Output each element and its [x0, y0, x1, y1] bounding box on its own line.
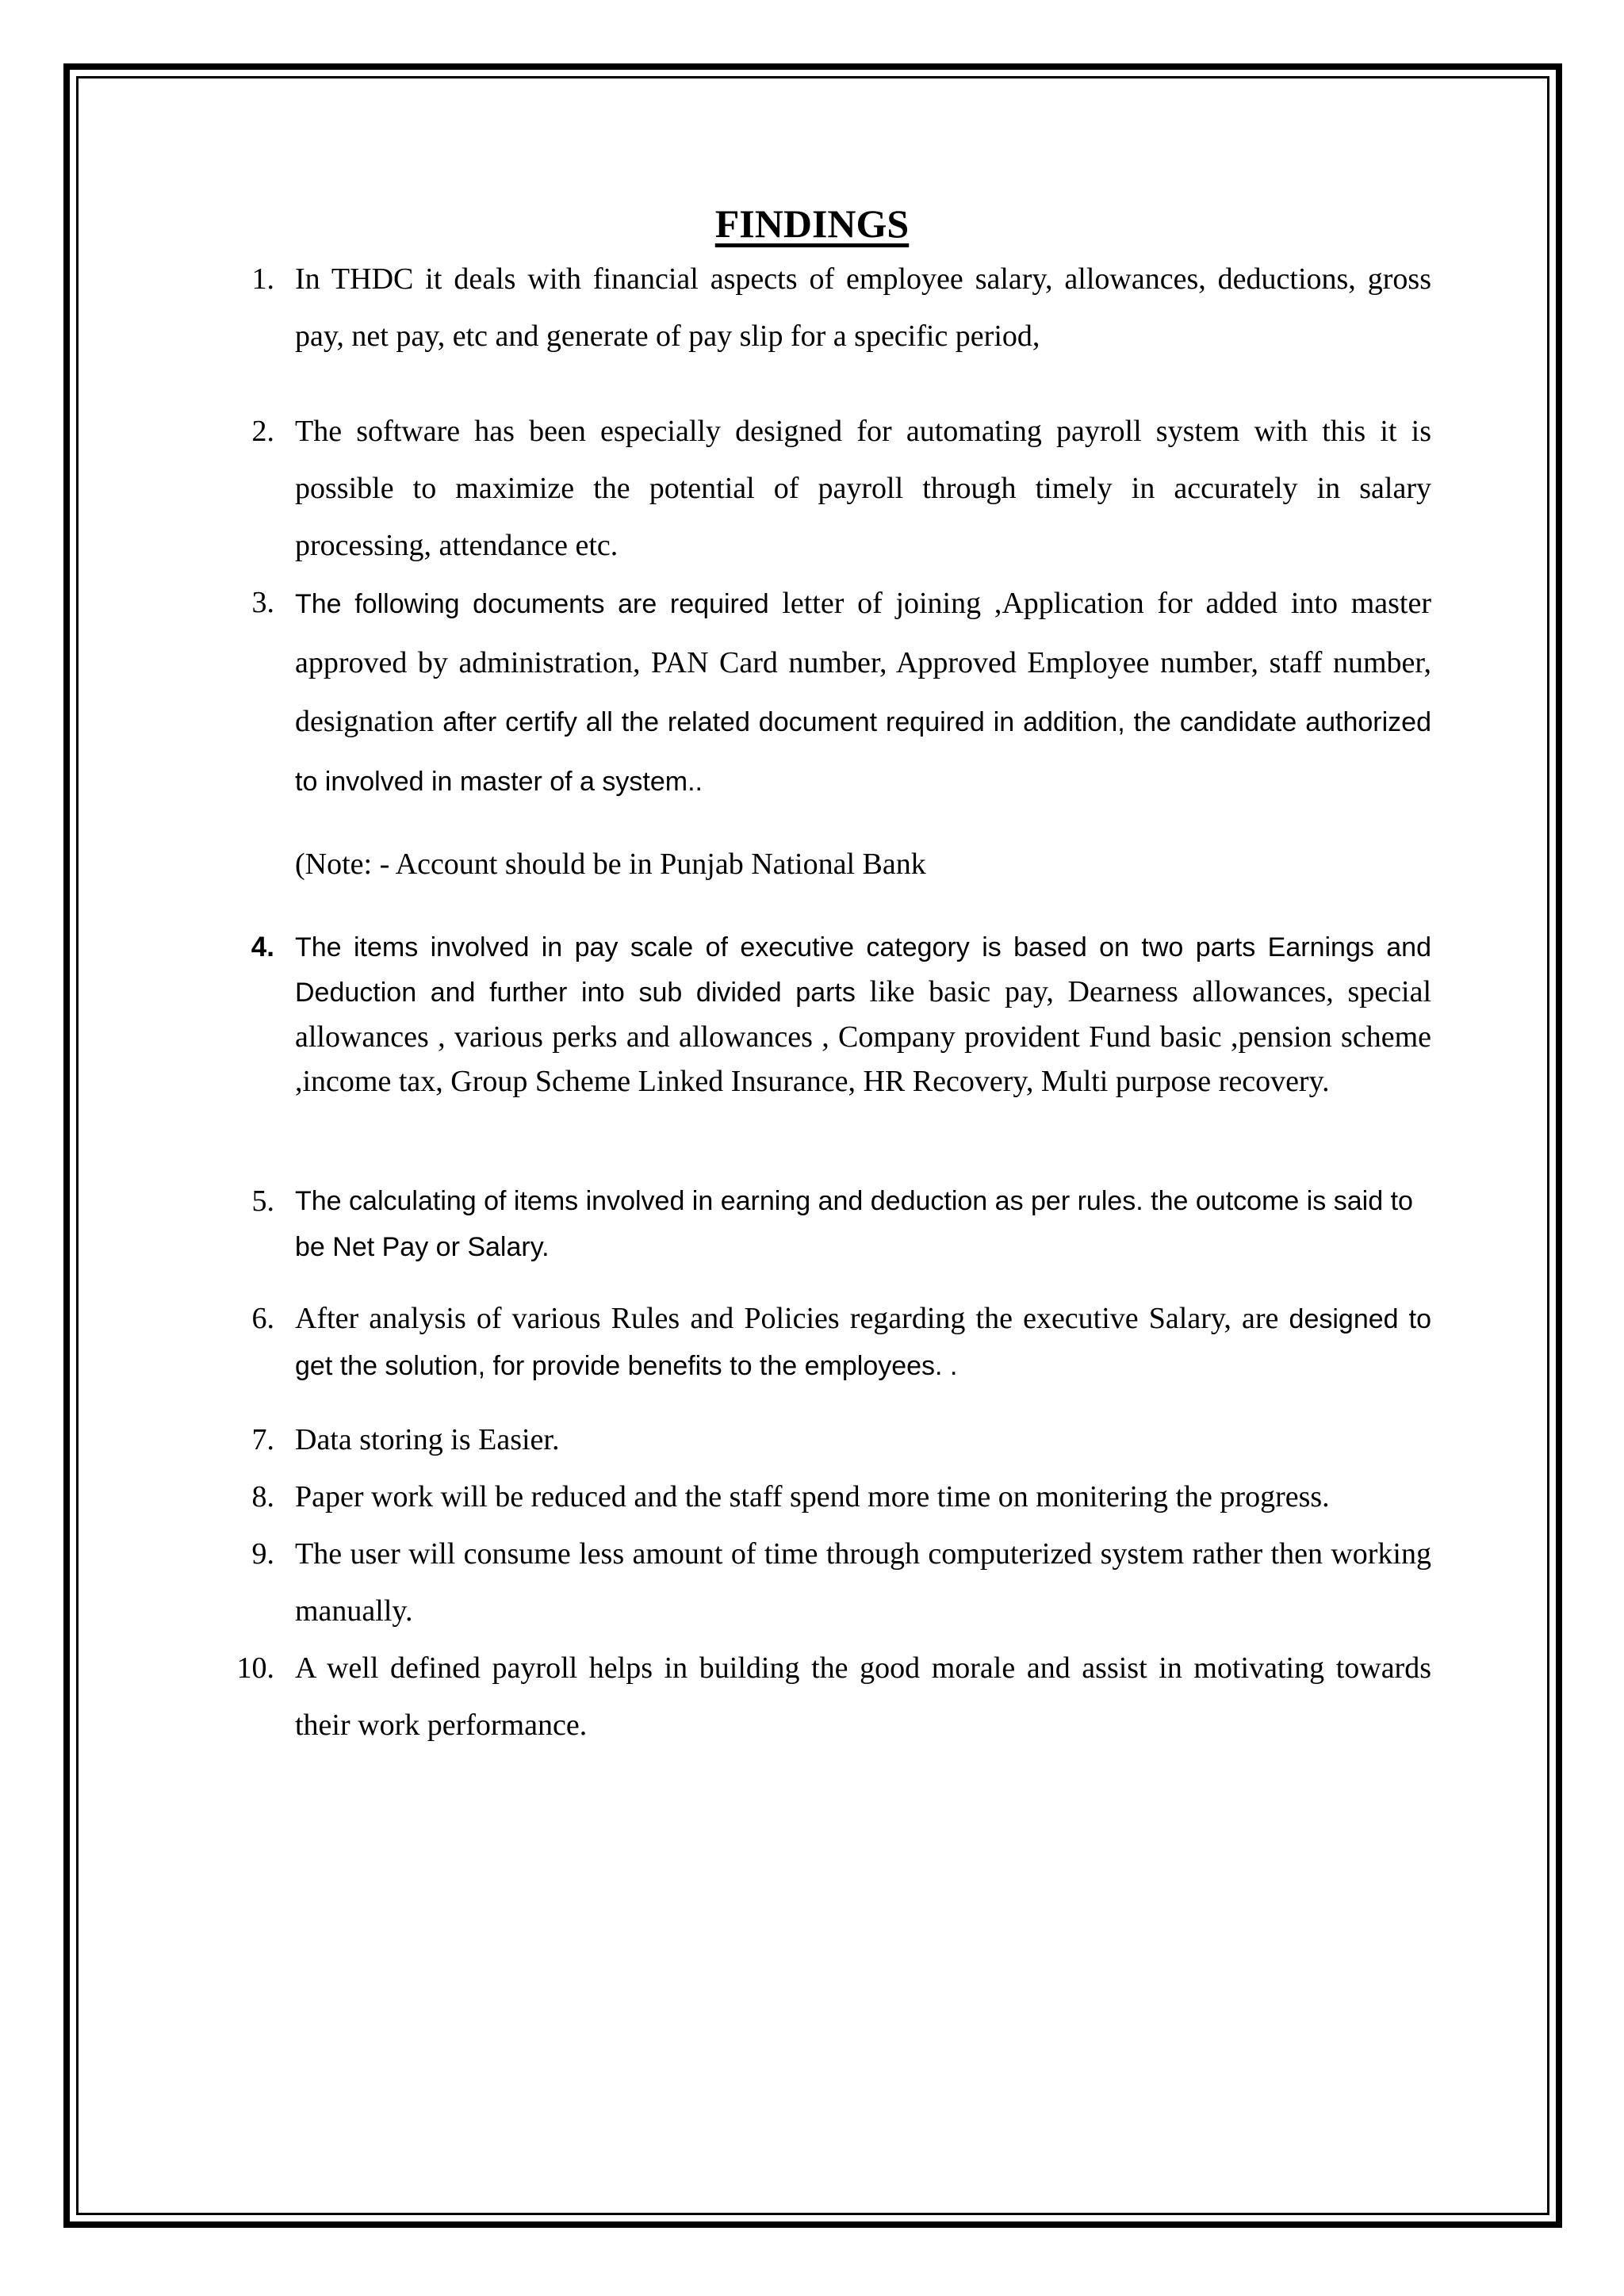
- page-border-inner: [76, 76, 1549, 2215]
- item-number: 7.: [251, 1423, 274, 1456]
- item-text: In THDC it deals with financial aspects of employee salary, allowances, deductions, gross pay, net pay, etc and generate of pay slip for a specific period,: [295, 262, 1431, 353]
- item-number: 1.: [251, 262, 274, 296]
- item-text: The user will consume less amount of time through computerized system rather then working manually.: [295, 1537, 1431, 1628]
- item-text-part: after certify all the related document required in addition, the candidate authorized to involved in master of a system..: [295, 707, 1431, 797]
- item-text: The calculating of items involved in earning and deduction as per rules. the outcome is said to be Net Pay or Salary.: [295, 1186, 1413, 1262]
- item-number: 9.: [251, 1537, 274, 1571]
- item-text: [295, 924, 1431, 1104]
- item-text-part: like basic pay, Dearness allowances, special allowances , various perks and allowances , Company provident Fund basic ,pension scheme ,income tax, Group Scheme Linked Insurance, HR Recovery, Multi purpose recovery.: [295, 975, 1432, 1098]
- item-text-part: The following documents are required: [295, 589, 783, 619]
- item-text-part: After analysis of various Rules and Policies regarding the executive Salary, are: [295, 1302, 1289, 1335]
- item-number: 10.: [236, 1651, 274, 1685]
- item-text: Data storing is Easier.: [295, 1423, 560, 1456]
- item-text: [295, 574, 1431, 811]
- item-text: The software has been especially designed for automating payroll system with this it is possible to maximize the potential of payroll through timely in accurately in salary processing, attendance etc.: [295, 415, 1431, 562]
- item-number: 6.: [251, 1302, 274, 1335]
- item-text: Paper work will be reduced and the staff spend more time on monitering the progress.: [295, 1480, 1330, 1513]
- item-number: 3.: [251, 586, 274, 619]
- item-text-part: The items involved in pay scale of executive category is based on two parts Earnings and Deduction and further into sub divided parts: [295, 932, 1431, 1008]
- item-text-part: letter of joining ,Application for added into master approved by administration, PAN Card number, Approved Employee number, staff number, designation: [295, 587, 1431, 738]
- item-text: A well defined payroll helps in building the good morale and assist in motivating towards their work performance.: [295, 1651, 1431, 1742]
- item-number: 8.: [251, 1480, 274, 1513]
- note-text: (Note: - Account should be in Punjab National Bank: [295, 848, 926, 881]
- item-number: 5.: [251, 1184, 274, 1218]
- item-text-part: designed to get the solution, for provide benefits to the employees. .: [295, 1304, 1431, 1381]
- item-text: [295, 1295, 1431, 1389]
- item-number: 2.: [251, 415, 274, 448]
- item-number: 4.: [251, 932, 274, 962]
- page-title: FINDINGS: [714, 201, 910, 246]
